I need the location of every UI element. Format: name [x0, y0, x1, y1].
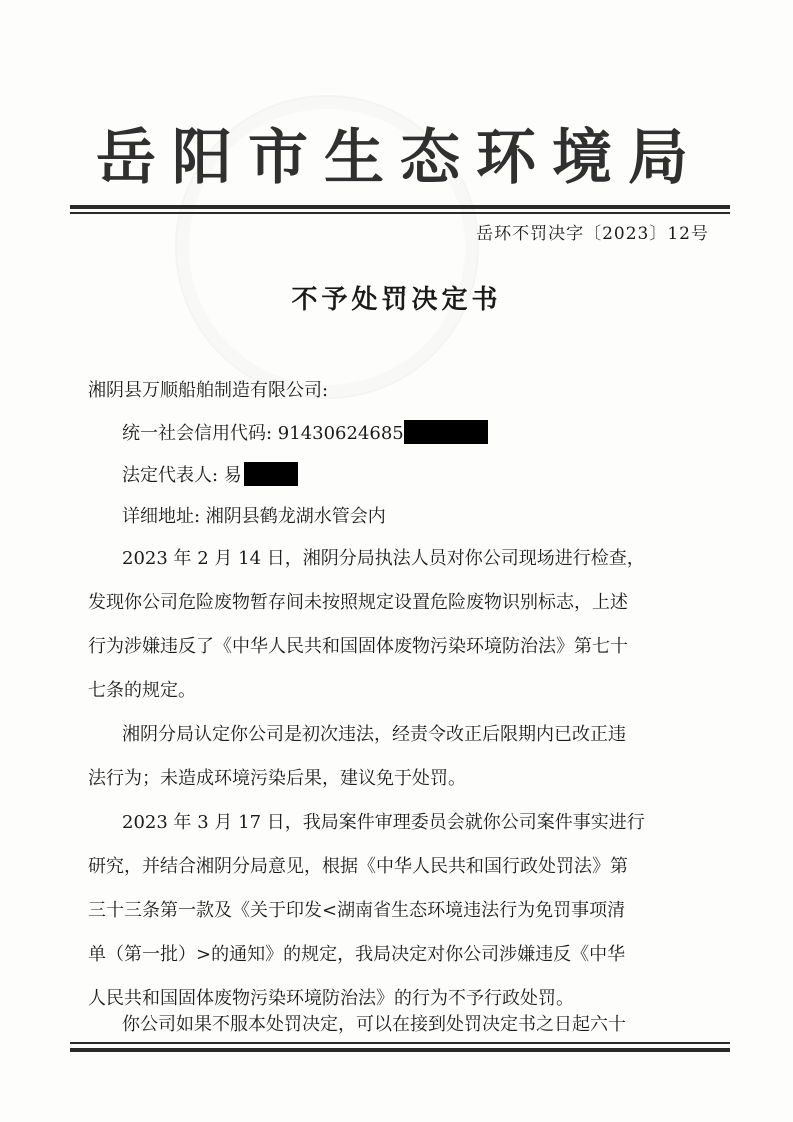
- address-line: 详细地址: 湘阴县鹤龙湖水管会内: [122, 506, 386, 527]
- paragraph-2-line-2: 法行为；未造成环境污染后果，建议免于处罚。: [88, 768, 466, 789]
- redaction-bar: [404, 420, 488, 444]
- paragraph-2-line-1: 湘阴分局认定你公司是初次违法，经责令改正后限期内已改正违: [122, 724, 626, 745]
- redaction-bar: [244, 462, 298, 486]
- paragraph-1-line-1: 2023 年 2 月 14 日，湘阴分局执法人员对你公司现场进行检查，: [122, 548, 645, 569]
- paragraph-1-line-2: 发现你公司危险废物暂存间未按照规定设置危险废物识别标志，上述: [88, 592, 628, 613]
- paragraph-3-line-4: 单（第一批）>的通知》的规定，我局决定对你公司涉嫌违反《中华: [88, 944, 626, 965]
- paragraph-3-line-5: 人民共和国固体废物污染环境防治法》的行为不予行政处罚。: [88, 988, 574, 1009]
- paragraph-1-line-4: 七条的规定。: [88, 680, 196, 701]
- credit-code-text: 统一社会信用代码: 91430624685: [122, 423, 404, 444]
- letterhead-rule-thin: [70, 212, 730, 214]
- paragraph-3-line-1: 2023 年 3 月 17 日，我局案件审理委员会就你公司案件事实进行: [122, 812, 645, 833]
- credit-code-line: [122, 420, 488, 447]
- paragraph-3-line-3: 三十三条第一款及《关于印发<湖南省生态环境违法行为免罚事项清: [88, 900, 626, 921]
- paragraph-4-line-1: 你公司如果不服本处罚决定，可以在接到处罚决定书之日起六十: [122, 1014, 626, 1035]
- footer-rule-thick: [70, 1048, 730, 1052]
- legal-rep-text: 法定代表人: 易: [122, 465, 242, 486]
- paragraph-3-line-2: 研究，并结合湘阴分局意见，根据《中华人民共和国行政处罚法》第: [88, 856, 628, 877]
- recipient-line: 湘阴县万顺船舶制造有限公司:: [88, 380, 329, 401]
- agency-letterhead: 岳阳市生态环境局: [96, 123, 704, 193]
- document-number: 岳环不罚决字〔2023〕12号: [476, 224, 709, 244]
- footer-rule-thin: [70, 1042, 730, 1044]
- letterhead-rule-thick: [70, 205, 730, 209]
- document-title: 不予处罚决定书: [291, 285, 502, 315]
- legal-rep-line: [122, 462, 298, 489]
- paragraph-1-line-3: 行为涉嫌违反了《中华人民共和国固体废物污染环境防治法》第七十: [88, 636, 628, 657]
